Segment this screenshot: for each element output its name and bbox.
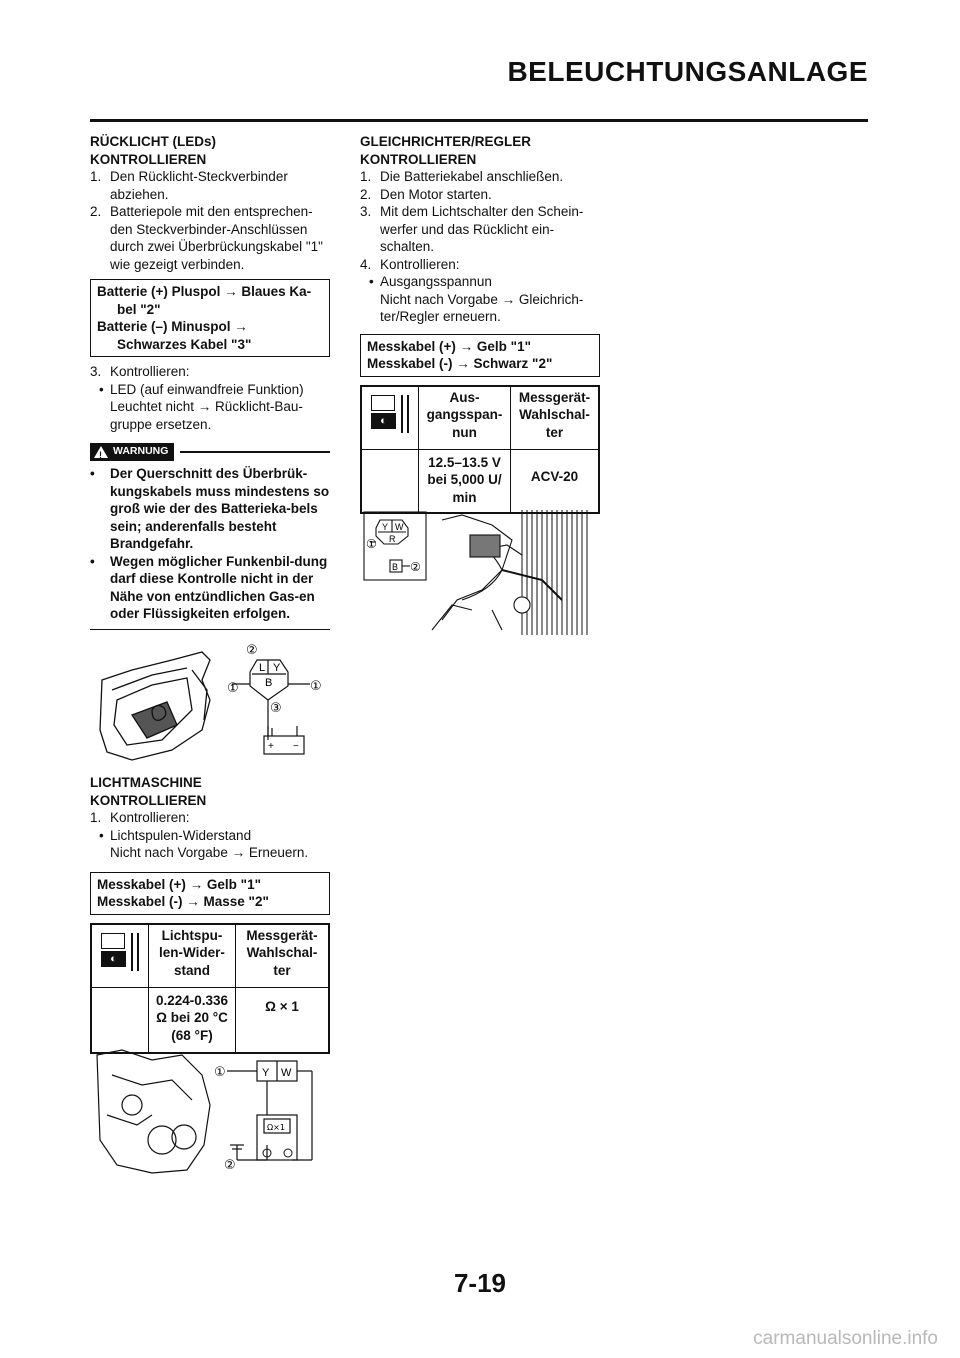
connection-box: Messkabel (+) → Gelb "1" Messkabel (-) → Masse "2": [90, 872, 330, 915]
svg-text:B: B: [392, 562, 399, 572]
bullet-sub: Leuchtet nicht → Rücklicht-Bau-gruppe ersetzen.: [110, 399, 303, 432]
warning-badge: ! WARNUNG: [90, 443, 174, 461]
step-item: 2. Den Motor starten.: [360, 186, 492, 202]
svg-text:①: ①: [310, 679, 322, 694]
table-header: Messgerät-Wahlschal-ter: [511, 386, 600, 450]
warning-item: • Der Querschnitt des Überbrük-kungskabels muss mindestens so groß wie der des Batterieka-bels sein; anderenfalls besteht Brandgefahr.: [90, 466, 330, 551]
svg-text:①: ①: [214, 1065, 226, 1080]
connection-box: Batterie (+) Pluspol → Blaues Ka- bel "2" Batterie (–) Minuspol → Schwarzes Kabel "3": [90, 279, 330, 357]
svg-text:W: W: [281, 1067, 292, 1079]
svg-text:③: ③: [270, 701, 282, 716]
section-title-taillight: RÜCKLICHT (LEDs) KONTROLLIEREN: [90, 134, 216, 167]
taillight-figure: [92, 640, 332, 770]
svg-text:①: ①: [227, 681, 239, 696]
bullet-sub: Nicht nach Vorgabe → Gleichrich-ter/Regler erneuern.: [380, 291, 584, 324]
section-title-regulator: GLEICHRICHTER/REGLER KONTROLLIEREN: [360, 134, 532, 167]
section-title-alternator: LICHTMASCHINE KONTROLLIEREN: [90, 775, 207, 808]
svg-text:①: ①: [366, 537, 377, 551]
spec-table: [90, 923, 330, 1055]
multimeter-icon: ◐: [368, 393, 412, 443]
svg-text:Ω×1: Ω×1: [267, 1123, 285, 1132]
connection-box: Messkabel (+) → Gelb "1" Messkabel (-) → Schwarz "2": [360, 334, 600, 377]
step-item: 4. Kontrollieren:: [360, 256, 460, 272]
warning-block: [90, 443, 330, 630]
svg-text:B: B: [265, 677, 273, 689]
svg-text:R: R: [389, 534, 396, 544]
table-cell: 0.224-0.336 Ω bei 20 °C (68 °F): [149, 987, 236, 1053]
multimeter-icon: ◐: [98, 931, 142, 981]
table-cell: 12.5–13.5 V bei 5,000 U/ min: [419, 449, 511, 513]
page-number: 7-19: [453, 1268, 507, 1298]
svg-text:Y: Y: [382, 522, 389, 532]
step-item: 1. Den Rücklicht-Steckverbinder abziehen.: [90, 169, 288, 202]
svg-text:Y: Y: [273, 662, 281, 674]
step-item: 2. Batteriepole mit den entsprechen-den Steckverbinder-Anschlüssen durch zwei Überbrückungskabel "1" wie gezeigt verbinden.: [90, 204, 323, 272]
svg-text:W: W: [395, 522, 404, 532]
bullet-sub: Nicht nach Vorgabe → Erneuern.: [110, 845, 309, 860]
table-header: Messgerät-Wahlschal-ter: [236, 924, 330, 988]
table-cell: Ω × 1: [236, 987, 330, 1053]
right-column: [360, 133, 600, 522]
svg-text:L: L: [259, 662, 266, 674]
step-item: 3. Kontrollieren:: [90, 364, 190, 379]
left-column-lower: [90, 774, 330, 1062]
header-rule: [90, 119, 868, 122]
svg-text:②: ②: [410, 560, 421, 574]
bullet-item: • Ausgangsspannun: [369, 274, 492, 289]
svg-text:②: ②: [246, 643, 258, 658]
spec-table: [360, 385, 600, 515]
step-item: 1. Kontrollieren:: [90, 810, 190, 825]
step-item: 1. Die Batteriekabel anschließen.: [360, 169, 564, 184]
left-column: [90, 133, 330, 634]
bullet-item: • LED (auf einwandfreie Funktion): [99, 381, 304, 397]
step-item: 3. Mit dem Lichtschalter den Schein-werfer und das Rücklicht ein-schalten.: [360, 204, 584, 254]
warning-icon: !: [94, 446, 108, 458]
table-header: Lichtspu-len-Wider-stand: [149, 924, 236, 988]
regulator-figure: [362, 510, 592, 635]
watermark: carmanualsonline.info: [753, 1328, 938, 1349]
svg-text:②: ②: [224, 1158, 236, 1173]
page-title: BELEUCHTUNGSANLAGE: [507, 56, 868, 87]
alternator-figure: [92, 1045, 332, 1175]
svg-text:Y: Y: [262, 1067, 270, 1079]
svg-text:+: +: [268, 741, 274, 752]
bullet-item: • Lichtspulen-Widerstand: [99, 827, 252, 843]
table-header: Aus-gangsspan-nun: [419, 386, 511, 450]
svg-text:−: −: [293, 741, 299, 752]
table-cell: ACV-20: [511, 449, 600, 513]
warning-item: • Wegen möglicher Funkenbil-dung darf diese Kontrolle nicht in der Nähe von entzündlichen Gas-en oder Flüssigkeiten erfolgen.: [90, 553, 328, 621]
